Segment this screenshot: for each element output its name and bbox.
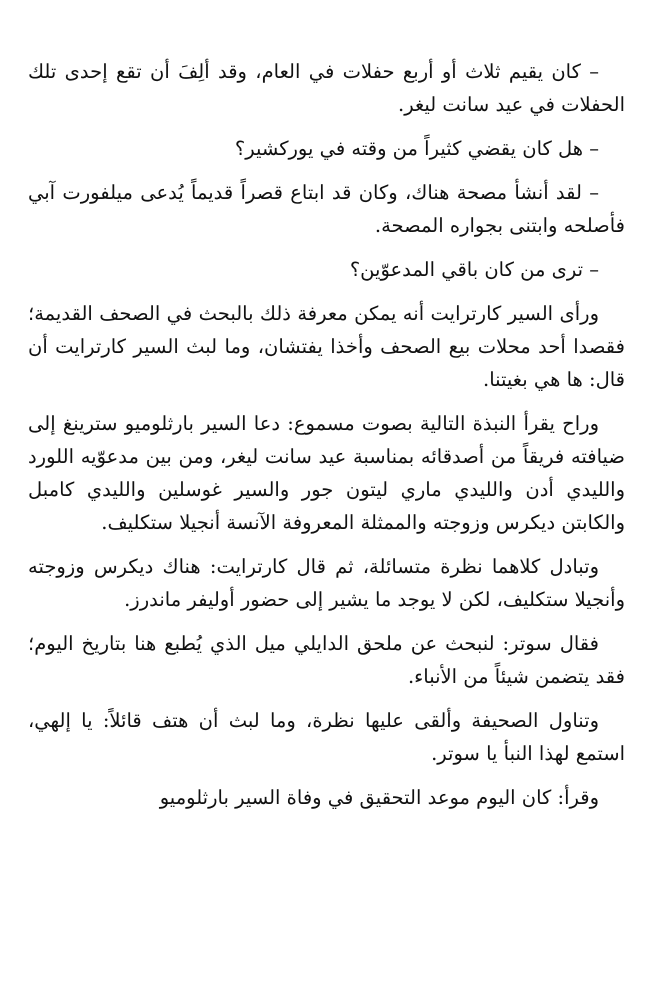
paragraph-3: – لقد أنشأ مصحة هناك، وكان قد ابتاع قصراً قديماً يُدعى ميلفورت آبي فأصلحه وابتنى بجواره المصحة.	[28, 181, 625, 237]
paragraph-9: وتناول الصحيفة وألقى عليها نظرة، وما لبث أن هتف قائلاً: يا إلهي، استمع لهذا النبأ يا سوتر.	[28, 709, 625, 765]
paragraph-10: وقرأ: كان اليوم موعد التحقيق في وفاة السير بارثلوميو	[159, 786, 599, 809]
paragraph-2: – هل كان يقضي كثيراً من وقته في يوركشير؟	[234, 137, 599, 160]
paragraph-1: – كان يقيم ثلاث أو أربع حفلات في العام، وقد ألِفَ أن تقع إحدى تلك الحفلات في عيد سانت ليغر.	[28, 60, 625, 116]
paragraph-6: وراح يقرأ النبذة التالية بصوت مسموع: دعا السير بارثلوميو سترينغ إلى ضيافته فريقاً من أصدقائه بمناسبة عيد سانت ليغر، ومن بين مدعوّيه اللورد والليدي أدن والليدي ماري ليتون جور والسير غوسلين والليدي كامبل والكابتن ديكرس وزوجته والممثلة المعروفة الآنسة أنجيلا ستكليف.	[28, 412, 625, 534]
paragraph-7: وتبادل كلاهما نظرة متسائلة، ثم قال كارترايت: هناك ديكرس وزوجته وأنجيلا ستكليف، لكن لا يوجد ما يشير إلى حضور أوليفر ماندرز.	[28, 555, 625, 611]
paragraph-5: ورأى السير كارترايت أنه يمكن معرفة ذلك بالبحث في الصحف القديمة؛ فقصدا أحد محلات بيع الصحف وأخذا يفتشان، وما لبث السير كارترايت أن قال: ها هي بغيتنا.	[28, 302, 625, 391]
paragraph-8: فقال سوتر: لنبحث عن ملحق الدايلي ميل الذي يُطبع هنا بتاريخ اليوم؛ فقد يتضمن شيئاً من الأنباء.	[28, 632, 625, 688]
paragraph-4: – ترى من كان باقي المدعوّين؟	[349, 258, 599, 281]
page-body	[28, 55, 625, 825]
